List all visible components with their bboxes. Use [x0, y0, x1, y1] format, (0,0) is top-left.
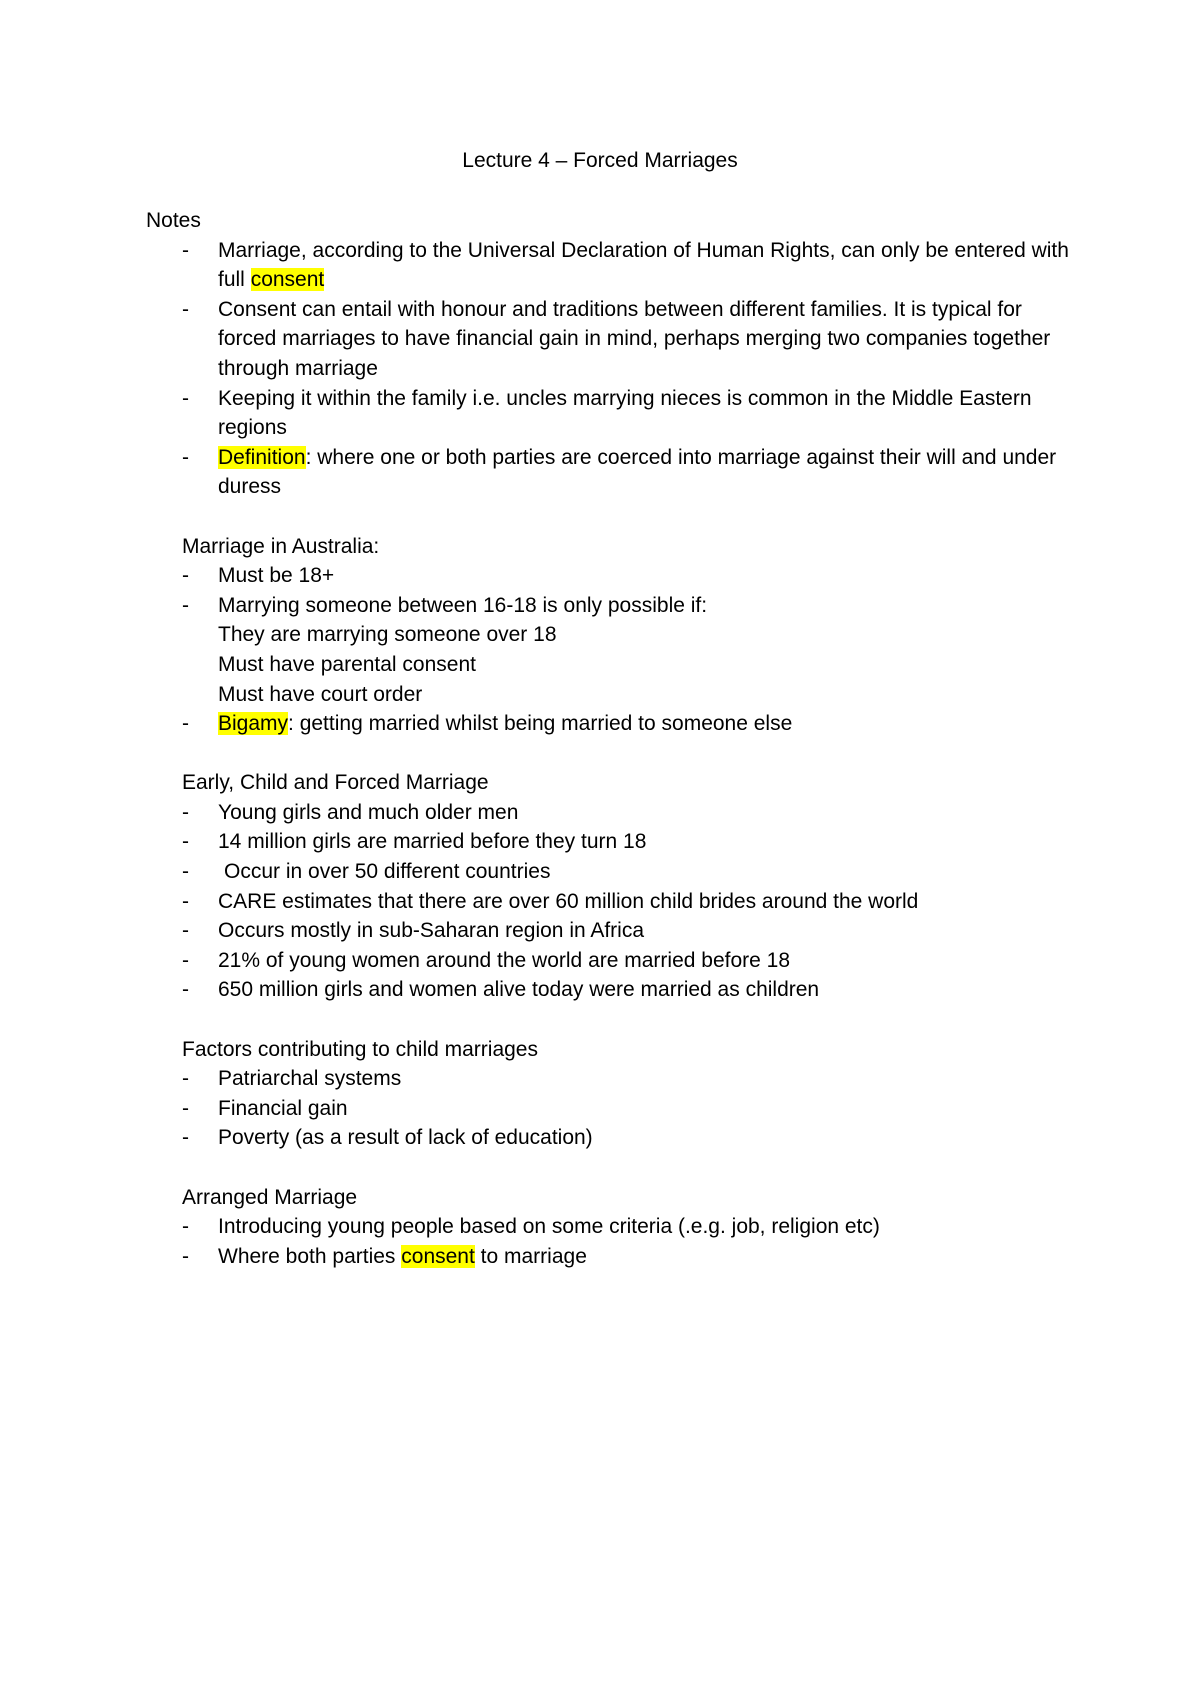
- list-item-text: 21% of young women around the world are married before 18: [218, 948, 791, 972]
- arranged-marriage-section: [146, 1183, 1086, 1272]
- bullet-dash: -: [182, 948, 189, 972]
- bullet-dash: -: [182, 564, 189, 588]
- list-item-text: Young girls and much older men: [218, 800, 519, 824]
- list-item: [182, 591, 1086, 621]
- list-item-text: : getting married whilst being married to someone else: [288, 712, 793, 736]
- bullet-dash: -: [182, 1244, 189, 1268]
- list-item-text: Patriarchal systems: [218, 1067, 402, 1091]
- sub-line: Must have court order: [218, 682, 423, 706]
- list-item: [182, 236, 1086, 295]
- list-item-text: Consent can entail with honour and traditions between different families. It is typical for forced marriages to have financial gain in mind, perhaps merging two companies together through marriage: [218, 297, 1051, 380]
- list-item: [182, 709, 1086, 739]
- bullet-dash: -: [182, 238, 189, 262]
- list-item: [182, 1064, 1086, 1094]
- bullet-dash: -: [182, 978, 189, 1002]
- list-item-text: Where both parties: [218, 1244, 402, 1268]
- bullet-dash: -: [182, 830, 189, 854]
- bullet-dash: -: [182, 445, 189, 469]
- list-item-text: Must be 18+: [218, 564, 335, 588]
- australia-section: [146, 532, 1086, 739]
- australia-list-continued: [146, 709, 1086, 739]
- early-marriage-list: [146, 798, 1086, 1005]
- sub-line: Must have parental consent: [218, 652, 476, 676]
- bullet-dash: -: [182, 593, 189, 617]
- list-item: [182, 295, 1086, 384]
- highlighted-term: consent: [401, 1244, 475, 1268]
- bullet-dash: -: [182, 1067, 189, 1091]
- bullet-dash: -: [182, 1215, 189, 1239]
- bullet-dash: -: [182, 1126, 189, 1150]
- highlighted-term: Bigamy: [218, 712, 289, 736]
- list-item-text: : where one or both parties are coerced into marriage against their will and under duress: [218, 445, 1057, 499]
- list-item: [182, 1212, 1086, 1242]
- list-item-text: Keeping it within the family i.e. uncles marrying nieces is common in the Middle Eastern regions: [218, 386, 1032, 440]
- bullet-dash: -: [182, 889, 189, 913]
- early-marriage-section: [146, 768, 1086, 1005]
- page-title: Lecture 4 – Forced Marriages: [462, 149, 738, 172]
- list-item-text: Marriage, according to the Universal Declaration of Human Rights, can only be entered with full: [218, 238, 1069, 292]
- list-item: [182, 1123, 1086, 1153]
- bullet-dash: -: [182, 860, 189, 884]
- list-item: [182, 1242, 1086, 1272]
- list-item-text: to marriage: [474, 1244, 587, 1268]
- list-item-text: Occurs mostly in sub-Saharan region in Africa: [218, 919, 645, 943]
- list-item: [182, 857, 1086, 887]
- highlighted-term: consent: [250, 268, 325, 292]
- list-item-text: 650 million girls and women alive today were married as children: [218, 978, 820, 1002]
- australia-heading: Marriage in Australia:: [182, 534, 380, 558]
- list-item-text: 14 million girls are married before they turn 18: [218, 830, 647, 854]
- list-item: [182, 798, 1086, 828]
- arranged-marriage-list: [146, 1212, 1086, 1271]
- list-item: [182, 443, 1086, 502]
- notes-section: [146, 206, 1086, 502]
- factors-list: [146, 1064, 1086, 1153]
- list-item: [182, 946, 1086, 976]
- bullet-dash: -: [182, 1096, 189, 1120]
- factors-section: [146, 1035, 1086, 1153]
- list-item-text: CARE estimates that there are over 60 million child brides around the world: [218, 889, 919, 913]
- list-item: [182, 384, 1086, 443]
- list-item: [182, 561, 1086, 591]
- list-item: [182, 1094, 1086, 1124]
- list-item: [182, 916, 1086, 946]
- highlighted-term: Definition: [218, 445, 306, 469]
- australia-list: [146, 561, 1086, 620]
- bullet-dash: -: [182, 712, 189, 736]
- early-marriage-heading: Early, Child and Forced Marriage: [182, 771, 489, 795]
- list-item-text: Marrying someone between 16-18 is only possible if:: [218, 593, 708, 617]
- bullet-dash: -: [182, 386, 189, 410]
- list-item-text: Introducing young people based on some criteria (.e.g. job, religion etc): [218, 1215, 880, 1239]
- notes-list: [146, 236, 1086, 502]
- notes-heading: Notes: [146, 209, 201, 232]
- list-item-text: Financial gain: [218, 1096, 348, 1120]
- list-item-text: Poverty (as a result of lack of education): [218, 1126, 593, 1150]
- document-body: [146, 206, 1086, 1301]
- arranged-marriage-heading: Arranged Marriage: [182, 1185, 358, 1209]
- factors-heading: Factors contributing to child marriages: [182, 1037, 538, 1061]
- bullet-dash: -: [182, 919, 189, 943]
- list-item: [182, 887, 1086, 917]
- sub-line: They are marrying someone over 18: [218, 623, 557, 647]
- bullet-dash: -: [182, 297, 189, 321]
- list-item: [182, 975, 1086, 1005]
- list-item-text: Occur in over 50 different countries: [224, 860, 551, 884]
- bullet-dash: -: [182, 800, 189, 824]
- list-item: [182, 827, 1086, 857]
